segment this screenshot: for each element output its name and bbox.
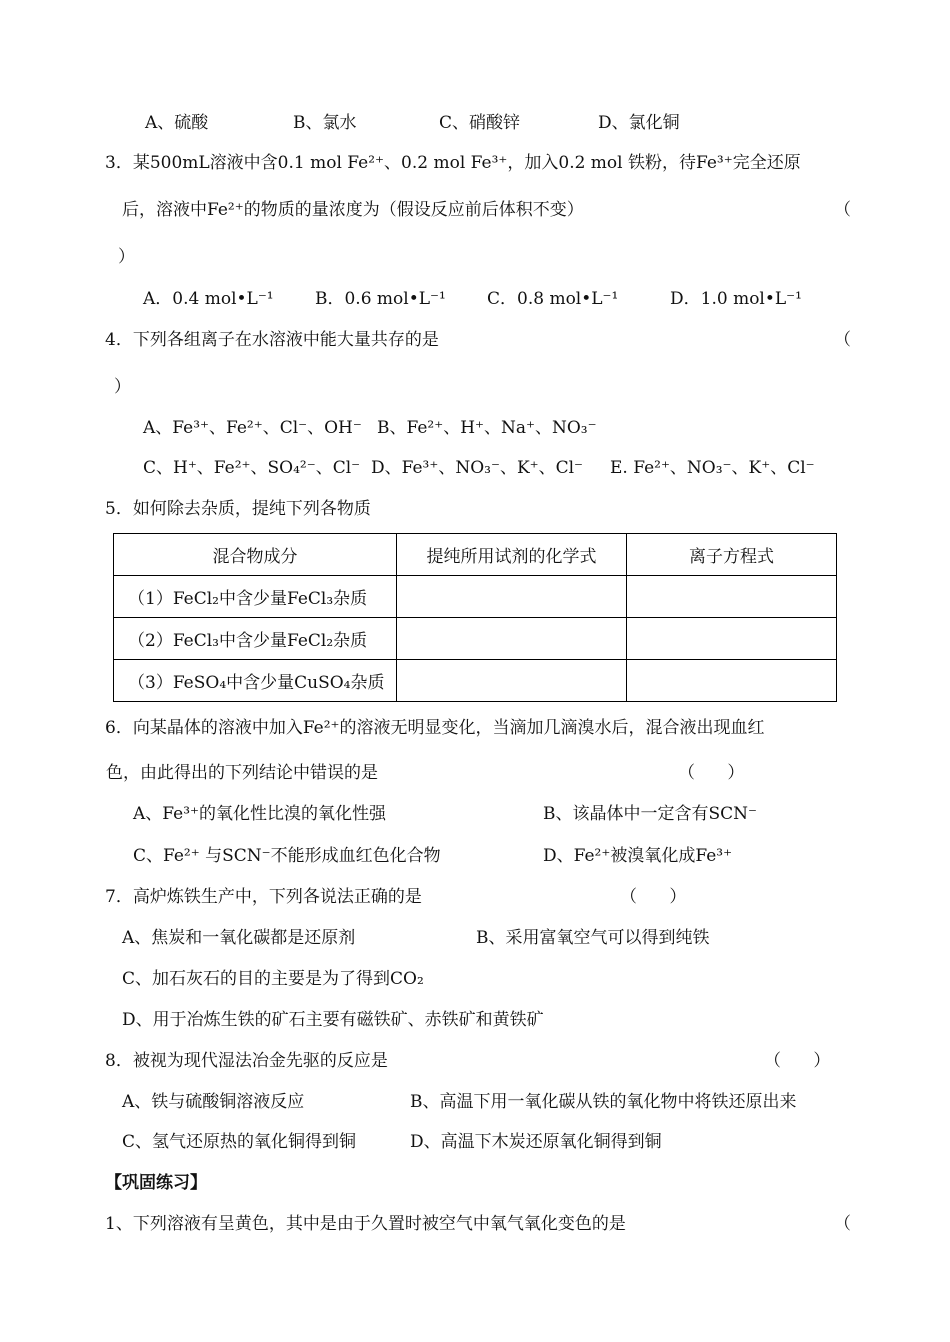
q3-answer-paren-close: ） (118, 247, 135, 267)
q6-option-a: A、Fe³⁺的氧化性比溴的氧化性强 (133, 804, 386, 824)
table-cell-mixture: （3）FeSO₄中含少量CuSO₄杂质 (114, 660, 397, 702)
table-row (114, 660, 837, 702)
q6-stem-line2: 色，由此得出的下列结论中错误的是 (106, 763, 378, 783)
q4-option-d: D、Fe³⁺、NO₃⁻、K⁺、Cl⁻ (371, 458, 584, 478)
q7-option-b: B、采用富氧空气可以得到纯铁 (476, 928, 710, 948)
practice-q1-paren-open: （ (834, 1214, 851, 1234)
q7-answer-paren: （ ） (620, 887, 687, 907)
q2-option-b: B、氯水 (293, 113, 357, 133)
q3-option-b: B．0.6 mol•L⁻¹ (315, 289, 446, 309)
q5-stem: 5．如何除去杂质，提纯下列各物质 (105, 499, 371, 519)
q4-stem: 4．下列各组离子在水溶液中能大量共存的是 (105, 330, 439, 350)
practice-q1-stem: 1、下列溶液有呈黄色，其中是由于久置时被空气中氧气氧化变色的是 (105, 1214, 626, 1234)
table-cell-reagent-blank[interactable] (397, 660, 627, 702)
table-header-mixture: 混合物成分 (114, 534, 397, 576)
q8-option-c: C、氢气还原热的氧化铜得到铜 (122, 1132, 357, 1152)
q6-option-b: B、该晶体中一定含有SCN⁻ (543, 804, 757, 824)
q3-answer-paren-open: （ (834, 200, 851, 220)
q6-stem-line1: 6．向某晶体的溶液中加入Fe²⁺的溶液无明显变化，当滴加几滴溴水后，混合液出现血红 (105, 718, 765, 738)
q3-option-c: C．0.8 mol•L⁻¹ (487, 289, 619, 309)
table-header-reagent: 提纯所用试剂的化学式 (397, 534, 627, 576)
q7-option-c: C、加石灰石的目的主要是为了得到CO₂ (122, 969, 424, 989)
q7-option-d: D、用于冶炼生铁的矿石主要有磁铁矿、赤铁矿和黄铁矿 (122, 1010, 544, 1030)
purification-table (113, 533, 837, 702)
q4-option-e: E. Fe²⁺、NO₃⁻、K⁺、Cl⁻ (610, 458, 815, 478)
table-header-ionic-equation: 离子方程式 (627, 534, 837, 576)
q3-option-a: A．0.4 mol•L⁻¹ (143, 289, 274, 309)
q8-stem: 8．被视为现代湿法冶金先驱的反应是 (105, 1051, 388, 1071)
q3-stem-line1: 3．某500mL溶液中含0.1 mol Fe²⁺、0.2 mol Fe³⁺，加入0.2 mol 铁粉，待Fe³⁺完全还原 (105, 153, 801, 173)
q2-option-a: A、硫酸 (145, 113, 209, 133)
table-cell-mixture: （2）FeCl₃中含少量FeCl₂杂质 (114, 618, 397, 660)
table-row (114, 618, 837, 660)
q7-stem: 7．高炉炼铁生产中，下列各说法正确的是 (105, 887, 422, 907)
q2-option-d: D、氯化铜 (598, 113, 680, 133)
q6-option-c: C、Fe²⁺ 与SCN⁻不能形成血红色化合物 (133, 846, 441, 866)
q8-answer-paren: （ ） (764, 1051, 831, 1071)
q3-option-d: D．1.0 mol•L⁻¹ (670, 289, 802, 309)
q6-answer-paren: （ ） (678, 763, 745, 783)
table-cell-mixture: （1）FeCl₂中含少量FeCl₃杂质 (114, 576, 397, 618)
q4-option-b: B、Fe²⁺、H⁺、Na⁺、NO₃⁻ (377, 418, 597, 438)
q7-option-a: A、焦炭和一氧化碳都是还原剂 (122, 928, 356, 948)
q4-answer-paren-close: ） (114, 377, 131, 397)
q8-option-b: B、高温下用一氧化碳从铁的氧化物中将铁还原出来 (410, 1092, 797, 1112)
table-cell-equation-blank[interactable] (627, 618, 837, 660)
q4-option-a: A、Fe³⁺、Fe²⁺、Cl⁻、OH⁻ (143, 418, 362, 438)
table-header-row (114, 534, 837, 576)
section-title: 【巩固练习】 (105, 1173, 207, 1193)
q8-option-d: D、高温下木炭还原氧化铜得到铜 (410, 1132, 662, 1152)
table-cell-equation-blank[interactable] (627, 660, 837, 702)
q2-option-c: C、硝酸锌 (439, 113, 521, 133)
q3-stem-line2: 后，溶液中Fe²⁺的物质的量浓度为（假设反应前后体积不变） (122, 200, 584, 220)
table-row (114, 576, 837, 618)
q6-option-d: D、Fe²⁺被溴氧化成Fe³⁺ (543, 846, 733, 866)
table-cell-reagent-blank[interactable] (397, 618, 627, 660)
q4-answer-paren-open: （ (834, 330, 851, 350)
table-cell-reagent-blank[interactable] (397, 576, 627, 618)
q4-option-c: C、H⁺、Fe²⁺、SO₄²⁻、Cl⁻ (143, 458, 361, 478)
q8-option-a: A、铁与硫酸铜溶液反应 (122, 1092, 305, 1112)
table-cell-equation-blank[interactable] (627, 576, 837, 618)
